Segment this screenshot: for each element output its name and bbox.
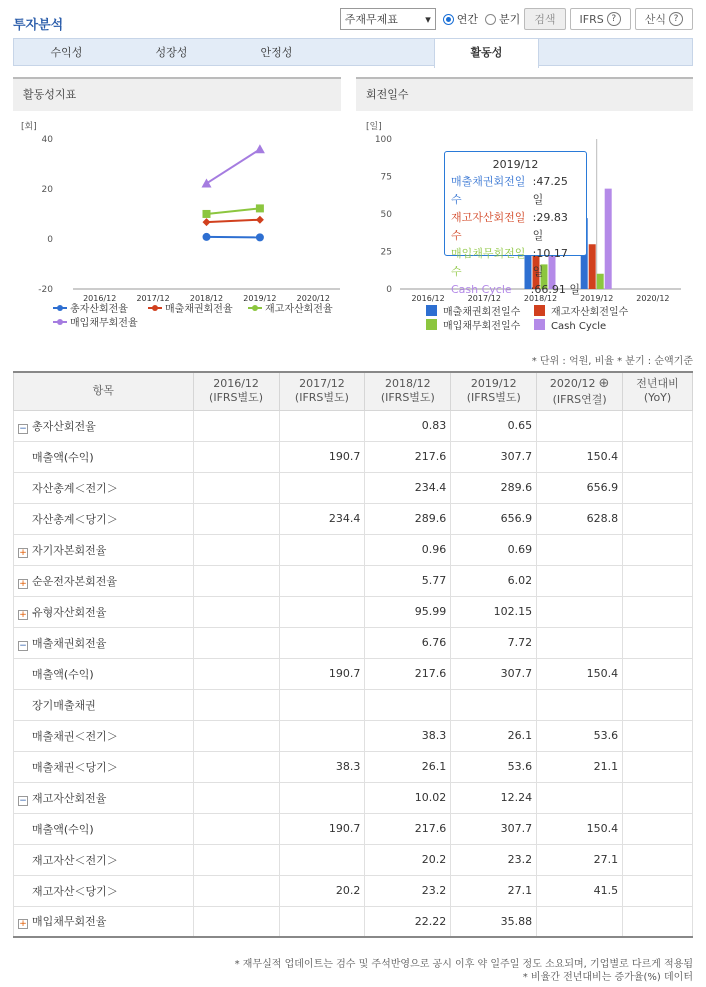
tooltip-label: 매입채무회전일수 (451, 247, 526, 278)
radio-annual-label: 연간 (456, 13, 478, 26)
radio-quarter[interactable] (485, 11, 520, 27)
chart-tooltip (444, 151, 587, 296)
activity-ratio-panel (13, 77, 341, 337)
unit-note: * 단위 : 억원, 비율 * 분기 : 순액기준 (531, 356, 693, 367)
row-label[interactable]: + 매입채무회전율 (14, 906, 194, 937)
table-cell: 26.1 (365, 751, 451, 782)
table-cell (193, 658, 279, 689)
table-cell: 10.02 (365, 782, 451, 813)
x-tick-label: 2020/12 (296, 294, 330, 303)
table-row (14, 720, 693, 751)
ifrs-button[interactable] (570, 8, 631, 30)
row-label[interactable]: + 순운전자본회전율 (14, 565, 194, 596)
financial-table (13, 371, 693, 938)
table-cell: 27.1 (537, 844, 623, 875)
table-cell: 217.6 (365, 441, 451, 472)
expand-icon[interactable]: + (19, 578, 27, 589)
row-label[interactable]: + 자기자본회전율 (14, 534, 194, 565)
data-point[interactable] (203, 210, 211, 218)
legend-item[interactable] (426, 319, 521, 332)
table-cell: 307.7 (451, 441, 537, 472)
toolbar (340, 8, 693, 30)
legend-label: 매입채무회전율 (70, 318, 138, 329)
data-point[interactable] (256, 204, 264, 212)
table-cell (537, 534, 623, 565)
table-cell (623, 751, 693, 782)
table-cell: 190.7 (279, 658, 365, 689)
table-cell (623, 813, 693, 844)
header-period: 2020/12 ⊕ (IFRS연결) (537, 372, 623, 410)
table-cell (279, 689, 365, 720)
table-cell: 0.83 (365, 410, 451, 441)
table-cell: 6.76 (365, 627, 451, 658)
y-tick-label: 25 (380, 247, 392, 258)
y-unit-label: [회] (21, 122, 37, 132)
tab-stability[interactable]: 안정성 (260, 46, 293, 59)
legend-item[interactable] (53, 302, 128, 315)
series-line (207, 208, 260, 214)
table-cell: 38.3 (279, 751, 365, 782)
table-cell: 0.96 (365, 534, 451, 565)
page-title: 투자분석 (13, 18, 64, 33)
tab-bar (13, 38, 693, 66)
table-cell (279, 782, 365, 813)
footnote-yoy: * 비율간 전년대비는 증가율(%) 데이터 (522, 972, 693, 983)
legend-item[interactable] (248, 302, 333, 315)
legend-item[interactable] (148, 302, 233, 315)
table-cell (623, 844, 693, 875)
table-row (14, 689, 693, 720)
chevron-down-icon: ▾ (425, 12, 431, 26)
table-cell: 6.02 (451, 565, 537, 596)
tooltip-label: Cash Cycle (451, 283, 512, 296)
table-row (14, 441, 693, 472)
table-row (14, 906, 693, 937)
table-cell: 0.69 (451, 534, 537, 565)
table-cell (623, 906, 693, 937)
row-label: 매출액(수익) (14, 813, 194, 844)
activity-ratio-chart (13, 111, 341, 337)
tooltip-label: 재고자산회전일수 (451, 211, 526, 242)
table-cell: 23.2 (451, 844, 537, 875)
table-cell (537, 627, 623, 658)
tab-profitability[interactable]: 수익성 (50, 46, 83, 59)
table-cell: 12.24 (451, 782, 537, 813)
y-tick-label: 50 (380, 210, 392, 220)
y-tick-label: 0 (386, 285, 392, 295)
table-cell (365, 689, 451, 720)
table-cell (623, 689, 693, 720)
table-cell: 95.99 (365, 596, 451, 627)
table-cell: 22.22 (365, 906, 451, 937)
y-tick-label: 0 (47, 235, 53, 245)
table-cell (537, 410, 623, 441)
y-tick-label: 40 (41, 135, 53, 145)
table-row (14, 627, 693, 658)
table-cell: 102.15 (451, 596, 537, 627)
bar[interactable] (597, 274, 604, 289)
header-item: 항목 (14, 372, 194, 410)
footnote-update: * 재무실적 업데이트는 검수 및 주석반영으로 공시 이후 약 일주일 정도 소요되며, 기업별로 다르게 적용됨 (234, 959, 693, 970)
table-cell (623, 472, 693, 503)
table-cell (193, 689, 279, 720)
table-cell (623, 627, 693, 658)
table-cell (193, 627, 279, 658)
row-label: 재고자산＜당기＞ (14, 875, 194, 906)
x-tick-label: 2016/12 (83, 294, 117, 303)
table-cell: 20.2 (279, 875, 365, 906)
formula-button[interactable] (635, 8, 693, 30)
x-tick-label: 2017/12 (136, 294, 170, 303)
panel-title: 활동성지표 (13, 79, 341, 111)
row-label[interactable]: + 유형자산회전율 (14, 596, 194, 627)
table-cell: 217.6 (365, 658, 451, 689)
radio-annual[interactable] (443, 11, 478, 27)
table-cell (193, 534, 279, 565)
table-cell (193, 906, 279, 937)
table-cell (193, 410, 279, 441)
table-cell: 20.2 (365, 844, 451, 875)
header-period: 2018/12 (IFRS별도) (365, 372, 451, 410)
table-row (14, 875, 693, 906)
table-row (14, 596, 693, 627)
table-cell (279, 472, 365, 503)
table-cell (193, 472, 279, 503)
ifrs-button-label: IFRS (579, 12, 604, 26)
legend-item[interactable] (534, 319, 606, 332)
tooltip-row (451, 245, 580, 281)
table-cell: 217.6 (365, 813, 451, 844)
table-cell (279, 410, 365, 441)
tooltip-label: 매출채권회전일수 (451, 175, 526, 206)
y-tick-label: 75 (380, 172, 392, 183)
table-cell (193, 875, 279, 906)
table-cell (451, 689, 537, 720)
tooltip-value: :10.17 일 (532, 247, 568, 278)
table-cell (279, 720, 365, 751)
table-cell: 0.65 (451, 410, 537, 441)
row-label[interactable]: − 재고자산회전율 (14, 782, 194, 813)
table-cell (279, 534, 365, 565)
table-cell (623, 565, 693, 596)
table-cell (623, 658, 693, 689)
table-cell: 190.7 (279, 813, 365, 844)
table-cell (623, 875, 693, 906)
tooltip-value: :47.25 일 (532, 175, 568, 206)
table-row (14, 565, 693, 596)
help-icon: ? (669, 12, 683, 26)
x-tick-label: 2020/12 (636, 294, 670, 303)
legend-item[interactable] (534, 305, 629, 318)
row-label: 장기매출채권 (14, 689, 194, 720)
table-cell: 656.9 (451, 503, 537, 534)
bar[interactable] (589, 244, 596, 289)
header-period: 2019/12 (IFRS별도) (451, 372, 537, 410)
table-cell (279, 844, 365, 875)
y-tick-label: 100 (374, 135, 392, 145)
radio-unchecked-icon (485, 14, 496, 25)
table-cell (279, 627, 365, 658)
table-cell (193, 751, 279, 782)
series-line (207, 149, 260, 183)
row-label: 매출채권＜당기＞ (14, 751, 194, 782)
table-cell (623, 410, 693, 441)
data-point[interactable] (256, 216, 264, 224)
row-label: 매출액(수익) (14, 658, 194, 689)
series-line (207, 220, 260, 222)
table-cell (193, 844, 279, 875)
legend-label: 매출채권회전율 (165, 304, 233, 315)
table-cell (623, 534, 693, 565)
table-cell (193, 565, 279, 596)
table-row (14, 751, 693, 782)
table-cell: 234.4 (279, 503, 365, 534)
row-label: 매출액(수익) (14, 441, 194, 472)
table-cell: 35.88 (451, 906, 537, 937)
expand-icon[interactable]: + (19, 919, 27, 930)
legend-label: 매입채무회전일수 (443, 321, 521, 332)
table-cell: 234.4 (365, 472, 451, 503)
table-cell: 7.72 (451, 627, 537, 658)
x-tick-label: 2017/12 (467, 294, 501, 303)
table-cell: 289.6 (451, 472, 537, 503)
table-cell (193, 503, 279, 534)
row-label: 매출채권＜전기＞ (14, 720, 194, 751)
row-label: 재고자산＜전기＞ (14, 844, 194, 875)
search-button[interactable]: 검색 (524, 8, 565, 30)
legend-label: 매출채권회전일수 (443, 307, 521, 318)
table-cell (193, 720, 279, 751)
tooltip-row (451, 281, 580, 299)
collapse-icon[interactable]: − (19, 423, 27, 434)
table-row (14, 658, 693, 689)
statement-select-value: 주재무제표 (344, 13, 398, 26)
table-cell (193, 441, 279, 472)
radio-quarter-label: 분기 (499, 13, 521, 26)
table-cell (279, 596, 365, 627)
table-cell (537, 782, 623, 813)
table-row (14, 844, 693, 875)
data-point[interactable] (256, 233, 264, 241)
data-point[interactable] (203, 233, 211, 241)
tab-activity[interactable]: 활동성 (434, 38, 539, 68)
table-cell: 38.3 (365, 720, 451, 751)
table-row (14, 813, 693, 844)
panel-title: 회전일수 (356, 79, 693, 111)
table-cell (623, 720, 693, 751)
y-tick-label: -20 (38, 285, 53, 295)
x-tick-label: 2018/12 (523, 294, 558, 303)
table-cell (537, 906, 623, 937)
y-unit-label: [일] (366, 122, 382, 132)
table-cell (279, 906, 365, 937)
radio-checked-icon (443, 14, 454, 25)
table-cell (537, 596, 623, 627)
tooltip-row (451, 173, 580, 209)
tab-growth[interactable]: 성장성 (155, 46, 188, 59)
x-tick-label: 2018/12 (189, 294, 224, 303)
table-cell (623, 503, 693, 534)
y-tick-label: 20 (41, 185, 53, 195)
tooltip-row (451, 209, 580, 245)
header-period: 전년대비 (YoY) (623, 372, 693, 410)
table-cell: 53.6 (451, 751, 537, 782)
row-label[interactable]: − 매출채권회전율 (14, 627, 194, 658)
tooltip-title: 2019/12 (492, 158, 539, 171)
legend-item[interactable] (53, 316, 138, 329)
legend-item[interactable] (426, 305, 521, 318)
table-cell: 150.4 (537, 658, 623, 689)
table-row (14, 782, 693, 813)
data-point[interactable] (203, 218, 211, 226)
table-cell: 150.4 (537, 441, 623, 472)
tooltip-value: :66.91 일 (530, 283, 580, 296)
table-cell: 27.1 (451, 875, 537, 906)
row-label: 자산총계＜당기＞ (14, 503, 194, 534)
table-cell (623, 441, 693, 472)
table-cell: 628.8 (537, 503, 623, 534)
row-label: 자산총계＜전기＞ (14, 472, 194, 503)
table-cell: 307.7 (451, 813, 537, 844)
table-cell: 41.5 (537, 875, 623, 906)
table-cell: 21.1 (537, 751, 623, 782)
legend-label: 재고자산회전일수 (551, 307, 629, 318)
header-period: 2017/12 (IFRS별도) (279, 372, 365, 410)
table-row (14, 503, 693, 534)
collapse-icon[interactable]: − (19, 795, 27, 806)
expand-icon[interactable]: + (19, 547, 27, 558)
table-cell (623, 596, 693, 627)
expand-icon[interactable]: ⊕ (598, 375, 610, 391)
legend-label: 재고자산회전율 (265, 304, 333, 315)
header-period: 2016/12 (IFRS별도) (193, 372, 279, 410)
x-tick-label: 2016/12 (411, 294, 445, 303)
table-cell: 5.77 (365, 565, 451, 596)
table-cell (193, 596, 279, 627)
table-row (14, 410, 693, 441)
table-cell: 53.6 (537, 720, 623, 751)
row-label[interactable]: − 총자산회전율 (14, 410, 194, 441)
table-cell: 23.2 (365, 875, 451, 906)
table-cell (537, 689, 623, 720)
table-cell (193, 782, 279, 813)
x-tick-label: 2019/12 (243, 294, 277, 303)
x-tick-label: 2019/12 (580, 294, 614, 303)
table-cell: 190.7 (279, 441, 365, 472)
help-icon: ? (607, 12, 621, 26)
table-cell: 289.6 (365, 503, 451, 534)
table-row (14, 472, 693, 503)
data-point[interactable] (255, 144, 265, 153)
legend-label: 총자산회전율 (70, 304, 128, 315)
table-cell (279, 565, 365, 596)
table-cell: 307.7 (451, 658, 537, 689)
table-cell: 150.4 (537, 813, 623, 844)
data-point[interactable] (202, 178, 212, 187)
statement-select[interactable] (340, 8, 436, 30)
table-row (14, 534, 693, 565)
formula-button-label: 산식 (644, 13, 666, 26)
table-cell: 26.1 (451, 720, 537, 751)
legend-label: Cash Cycle (551, 321, 607, 332)
table-cell (537, 565, 623, 596)
tooltip-value: :29.83 일 (532, 211, 568, 242)
table-cell (193, 813, 279, 844)
bar[interactable] (605, 189, 612, 289)
table-cell: 656.9 (537, 472, 623, 503)
collapse-icon[interactable]: − (19, 640, 27, 651)
table-cell (623, 782, 693, 813)
expand-icon[interactable]: + (19, 609, 27, 620)
